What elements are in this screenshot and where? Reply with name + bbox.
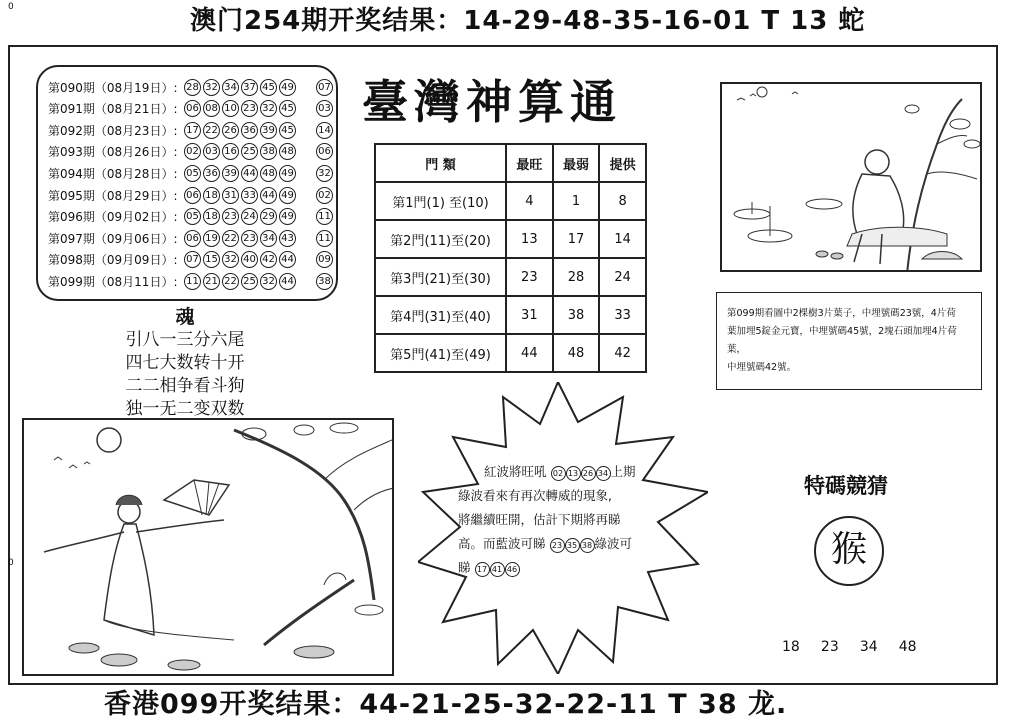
- ball: 29: [260, 208, 277, 225]
- table-row: [375, 296, 646, 334]
- history-row: [48, 185, 333, 205]
- starburst-l1-suffix: 上期: [610, 464, 636, 479]
- ball: 23: [241, 100, 258, 117]
- history-row: [48, 77, 333, 97]
- ball: 08: [203, 100, 220, 117]
- history-period: 第093期（08月26日）:: [48, 145, 178, 160]
- ball: 41: [490, 562, 505, 577]
- ball: 25: [241, 143, 258, 160]
- ball: 40: [241, 251, 258, 268]
- ball: 24: [241, 208, 258, 225]
- table-row: [375, 182, 646, 220]
- note-line: 中埋號碼42號。: [727, 362, 797, 373]
- frequency-table: [374, 143, 647, 373]
- table-row: [375, 258, 646, 296]
- history-period: 第095期（08月29日）:: [48, 188, 178, 203]
- sage-drawing: [722, 84, 982, 272]
- ball: 48: [279, 143, 296, 160]
- history-period: 第092期（08月23日）:: [48, 123, 178, 138]
- edge-mark-top: 0: [8, 2, 14, 12]
- ball: 38: [580, 538, 595, 553]
- pick-numbers: [782, 636, 933, 655]
- pick-number: 34: [859, 639, 878, 655]
- ball: 49: [279, 208, 296, 225]
- row-max: 4: [506, 182, 553, 220]
- poem-line: 四七大数转十开: [125, 353, 245, 373]
- pick-number: 48: [898, 639, 917, 655]
- starburst-l1-text: 紅波將旺吼: [484, 464, 547, 479]
- history-row: [48, 228, 333, 248]
- sage-illustration: [720, 82, 982, 272]
- note-line: 第099期看圖中2棵樹3片葉子，中埋號碼23號，4片荷: [727, 308, 956, 319]
- row-label: 第3門(21)至(30): [375, 258, 506, 296]
- history-row: [48, 250, 333, 270]
- ball: 03: [203, 143, 220, 160]
- ball: 44: [260, 187, 277, 204]
- row-label: 第1門(1) 至(10): [375, 182, 506, 220]
- ball: 49: [279, 187, 296, 204]
- ball: 45: [260, 79, 277, 96]
- row-offer: 33: [599, 296, 646, 334]
- special-ball: 09: [316, 251, 333, 268]
- row-offer: 8: [599, 182, 646, 220]
- col-header-max: 最旺: [506, 144, 553, 182]
- ball: 39: [222, 165, 239, 182]
- ball: 19: [203, 230, 220, 247]
- ball: 06: [184, 187, 201, 204]
- ball: 23: [241, 230, 258, 247]
- history-row: [48, 271, 333, 291]
- starburst-line-3: 將繼續旺開，估計下期將再睇: [458, 512, 621, 527]
- starburst-l4-suffix: 綠波可: [594, 536, 633, 551]
- ball: 36: [203, 165, 220, 182]
- ball: 32: [203, 79, 220, 96]
- ball: 18: [203, 187, 220, 204]
- row-max: 31: [506, 296, 553, 334]
- ball: 11: [184, 273, 201, 290]
- ball: 44: [279, 251, 296, 268]
- ball: 22: [222, 230, 239, 247]
- ball: 16: [222, 143, 239, 160]
- table-header-row: [375, 144, 646, 182]
- ball: 32: [260, 100, 277, 117]
- row-min: 17: [553, 220, 600, 258]
- ball: 28: [184, 79, 201, 96]
- ball: 48: [260, 165, 277, 182]
- ball: 33: [241, 187, 258, 204]
- special-ball: 32: [316, 165, 333, 182]
- note-line: 葉加埋5錠金元寶，中埋號碼45號，2塊石頭加埋4片荷葉，: [727, 326, 957, 355]
- poem-line: 独一无二变双数: [125, 399, 245, 419]
- col-header-category: 門 類: [375, 144, 506, 182]
- table-row: [375, 334, 646, 372]
- ball: 36: [241, 122, 258, 139]
- ball: 26: [222, 122, 239, 139]
- ball: 26: [581, 466, 596, 481]
- dancer-drawing: [24, 420, 394, 676]
- poem: [100, 306, 270, 421]
- ball: 39: [260, 122, 277, 139]
- special-ball: 06: [316, 143, 333, 160]
- ball: 32: [260, 273, 277, 290]
- ball: 13: [566, 466, 581, 481]
- ball: 34: [222, 79, 239, 96]
- ball: 22: [222, 273, 239, 290]
- row-min: 1: [553, 182, 600, 220]
- row-min: 48: [553, 334, 600, 372]
- ball: 06: [184, 230, 201, 247]
- row-offer: 42: [599, 334, 646, 372]
- row-label: 第4門(31)至(40): [375, 296, 506, 334]
- ball: 34: [260, 230, 277, 247]
- special-ball: 38: [316, 273, 333, 290]
- ball: 49: [279, 79, 296, 96]
- history-period: 第096期（09月02日）:: [48, 210, 178, 225]
- ball: 32: [222, 251, 239, 268]
- ball: 02: [551, 466, 566, 481]
- history-period: 第091期（08月21日）:: [48, 102, 178, 117]
- poem-title: 魂: [175, 306, 195, 328]
- special-ball: 02: [316, 187, 333, 204]
- ball: 35: [565, 538, 580, 553]
- ball: 06: [184, 100, 201, 117]
- ball: 23: [550, 538, 565, 553]
- special-ball: 14: [316, 122, 333, 139]
- poem-line: 引八一三分六尾: [125, 330, 245, 350]
- col-header-min: 最弱: [553, 144, 600, 182]
- history-panel: [36, 65, 338, 301]
- ball: 44: [279, 273, 296, 290]
- history-row: [48, 207, 333, 227]
- history-row: [48, 142, 333, 162]
- row-offer: 14: [599, 220, 646, 258]
- ball: 18: [203, 208, 220, 225]
- pick-number: 18: [782, 639, 800, 655]
- note-box: [716, 292, 982, 390]
- ball: 31: [222, 187, 239, 204]
- ball: 22: [203, 122, 220, 139]
- row-label: 第2門(11)至(20): [375, 220, 506, 258]
- dancer-illustration: [22, 418, 394, 676]
- starburst-line-2: 綠波看來有再次轉威的現象,: [458, 488, 612, 503]
- row-max: 44: [506, 334, 553, 372]
- history-row: [48, 120, 333, 140]
- ball: 25: [241, 273, 258, 290]
- bottom-banner: 香港099开奖结果：44-21-25-32-22-11 T 38 龙.: [104, 689, 788, 720]
- brand-title: 臺灣神算通: [362, 75, 622, 129]
- row-max: 23: [506, 258, 553, 296]
- ball: 45: [279, 122, 296, 139]
- ball: 42: [260, 251, 277, 268]
- starburst-l5-text: 睇: [458, 560, 471, 575]
- ball: 17: [475, 562, 490, 577]
- history-row: [48, 163, 333, 183]
- ball: 44: [241, 165, 258, 182]
- ball: 34: [596, 466, 611, 481]
- special-ball: 11: [316, 230, 333, 247]
- row-min: 28: [553, 258, 600, 296]
- ball: 21: [203, 273, 220, 290]
- ball: 02: [184, 143, 201, 160]
- ball: 05: [184, 208, 201, 225]
- starburst-l4-text: 高。而藍波可睇: [458, 536, 546, 551]
- history-period: 第099期（08月11日）:: [48, 274, 178, 289]
- zodiac-pick: 猴: [814, 516, 884, 586]
- history-period: 第097期（09月06日）:: [48, 231, 178, 246]
- special-ball: 11: [316, 208, 333, 225]
- ball: 23: [222, 208, 239, 225]
- ball: 17: [184, 122, 201, 139]
- starburst-line-4: [458, 532, 636, 556]
- row-max: 13: [506, 220, 553, 258]
- starburst-line-5: [458, 556, 636, 580]
- special-ball: 07: [316, 79, 333, 96]
- ball: 07: [184, 251, 201, 268]
- top-banner: 澳门254期开奖结果：14-29-48-35-16-01 T 13 蛇: [190, 6, 866, 36]
- table-row: [375, 220, 646, 258]
- pick-title: 特碼競猜: [804, 474, 888, 498]
- starburst-text: [458, 460, 636, 580]
- ball: 10: [222, 100, 239, 117]
- history-period: 第090期（08月19日）:: [48, 80, 178, 95]
- ball: 15: [203, 251, 220, 268]
- ball: 38: [260, 143, 277, 160]
- history-period: 第094期（08月28日）:: [48, 166, 178, 181]
- ball: 43: [279, 230, 296, 247]
- history-period: 第098期（09月09日）:: [48, 253, 178, 268]
- starburst-line-1: [458, 460, 636, 484]
- row-offer: 24: [599, 258, 646, 296]
- ball: 45: [279, 100, 296, 117]
- poem-line: 二二相争看斗狗: [125, 376, 245, 396]
- ball: 05: [184, 165, 201, 182]
- col-header-offer: 提供: [599, 144, 646, 182]
- ball: 37: [241, 79, 258, 96]
- ball: 49: [279, 165, 296, 182]
- row-label: 第5門(41)至(49): [375, 334, 506, 372]
- pick-number: 23: [820, 639, 839, 655]
- row-min: 38: [553, 296, 600, 334]
- edge-mark-side: 0: [8, 558, 14, 568]
- ball: 46: [505, 562, 520, 577]
- history-row: [48, 99, 333, 119]
- special-ball: 03: [316, 100, 333, 117]
